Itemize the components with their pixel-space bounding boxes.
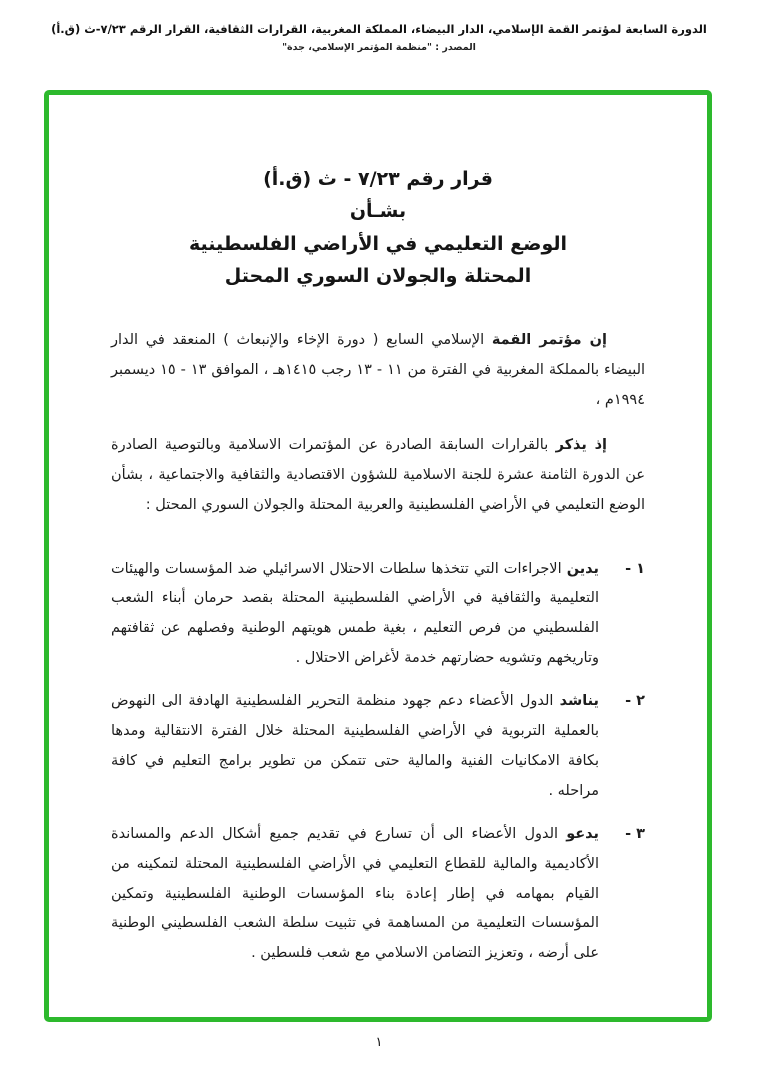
resolution-title bbox=[111, 163, 645, 292]
green-border-frame bbox=[44, 90, 712, 1022]
item-body-text: الدول الأعضاء دعم جهود منظمة التحرير الفلسطينية الهادفة الى النهوض بالعملية التربوية في الأراضي الفلسطينية المحتلة خلال الفترة الانتقالية ومدها بكافة الامكانيات الفنية والمالية حتى تتمكن من تطوير برامج التعليم في كافة مراحله . bbox=[111, 693, 599, 799]
page-number: ١ bbox=[375, 1035, 383, 1050]
title-resolution-number: قرار رقم ٧/٢٣ - ث (ق.أ) bbox=[263, 168, 493, 190]
paragraph-lead: إذ يذكر bbox=[555, 437, 607, 454]
document-body bbox=[49, 95, 707, 969]
item-text bbox=[111, 820, 599, 969]
recalling-paragraph bbox=[111, 431, 645, 520]
header-source-line: المصدر : "منظمة المؤتمر الإسلامي، جدة" bbox=[282, 42, 476, 53]
item-text bbox=[111, 555, 599, 674]
list-item bbox=[111, 820, 645, 969]
title-subject-line1: الوضع التعليمي في الأراضي الفلسطينية bbox=[188, 232, 568, 255]
paragraph-text: بالقرارات السابقة الصادرة عن المؤتمرات الاسلامية وبالتوصية الصادرة عن الدورة الثامنة عشرة للجنة الاسلامية للشؤون الاقتصادية والثقافية والاجتماعية ، بشأن الوضع التعليمي في الأراضي الفلسطينية والعربية المحتلة والجولان السوري المحتل : bbox=[111, 437, 645, 513]
item-lead-word: يدعو bbox=[566, 826, 600, 843]
paragraph-text: الإسلامي السابع ( دورة الإخاء والإنبعاث ) المنعقد في الدار البيضاء بالمملكة المغربية في الفترة من ١١ - ١٣ رجب ١٤١٥هـ ، الموافق ١٣ - ١٥ ديسمبر ١٩٩٤م ، bbox=[111, 332, 646, 408]
preamble-paragraph bbox=[111, 326, 645, 415]
title-subject-line2: المحتلة والجولان السوري المحتل bbox=[224, 264, 532, 287]
list-item bbox=[111, 555, 645, 674]
item-body-text: الدول الأعضاء الى أن تسارع في تقديم جميع أشكال الدعم والمساندة الأكاديمية والمالية للقطاع التعليمي في الأراضي الفلسطينية المحتلة لتمكينه من القيام بمهامه في إطار إعادة بناء المؤسسات الوطنية الفلسطينية وتمكين المؤسسات التعليمية من المساهمة في تثبيت سلطة الشعب الفلسطيني الوطنية على أرضه ، وتعزيز التضامن الاسلامي مع شعب فلسطين . bbox=[111, 826, 599, 962]
numbered-clauses bbox=[111, 555, 645, 969]
title-regarding: بشـأن bbox=[349, 200, 407, 223]
item-lead-word: يناشد bbox=[559, 693, 600, 710]
paragraph-lead: إن مؤتمر القمة bbox=[491, 332, 608, 349]
header-citation-line: الدورة السابعة لمؤتمر القمة الإسلامي، الدار البيضاء، المملكة المغربية، القرارات الثقافية، القرار الرقم ٧/٢٣-ث (ق.أ) bbox=[51, 22, 707, 36]
item-number: ٣ - bbox=[625, 826, 645, 843]
document-header bbox=[0, 22, 758, 53]
item-lead-word: يدين bbox=[566, 560, 600, 577]
resolution-text bbox=[111, 326, 645, 969]
item-body-text: الاجراءات التي تتخذها سلطات الاحتلال الاسرائيلي ضد المؤسسات والهيئات التعليمية والثقافية في الأراضي الفلسطينية المحتلة بقصد حرمان أبناء الشعب الفلسطيني من فرص التعليم ، بغية طمس هويتهم الوطنية وفصلهم عن ثقافتهم وتاريخهم وتشويه حضارتهم خدمة لأغراض الاحتلال . bbox=[111, 560, 599, 666]
item-number: ٢ - bbox=[625, 693, 645, 710]
item-number: ١ - bbox=[625, 560, 645, 577]
item-text bbox=[111, 687, 599, 806]
list-item bbox=[111, 687, 645, 806]
